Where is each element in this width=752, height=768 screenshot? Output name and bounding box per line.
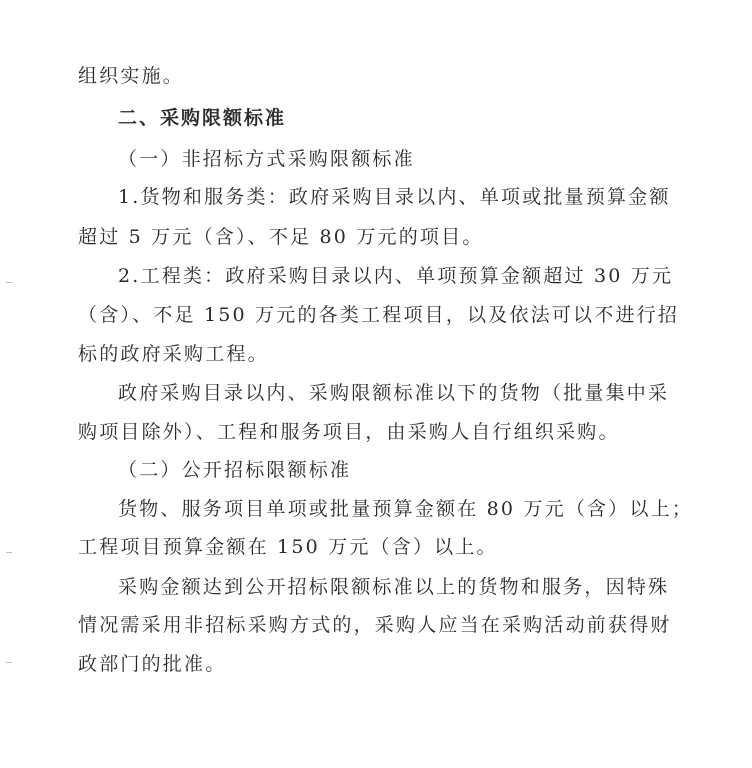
margin-mark: [6, 662, 12, 663]
section-heading-procurement-limits: 二、采购限额标准: [118, 107, 287, 129]
margin-mark: [6, 552, 12, 553]
paragraph-below-limit-line-2: 购项目除外）、工程和服务项目，由采购人自行组织采购。: [78, 421, 620, 443]
subsection-heading-open-tender-limits: （二）公开招标限额标准: [118, 459, 352, 481]
paragraph-special-case-line-1: 采购金额达到公开招标限额标准以上的货物和服务，因特殊: [118, 576, 670, 598]
paragraph-line-continuation: 组织实施。: [78, 65, 185, 87]
subsection-heading-non-tender-limits: （一）非招标方式采购限额标准: [118, 148, 415, 170]
paragraph-open-tender-line-1: 货物、服务项目单项或批量预算金额在 80 万元（含）以上；: [118, 498, 694, 520]
paragraph-goods-services-line-2: 超过 5 万元（含）、不足 80 万元的项目。: [78, 226, 484, 248]
margin-mark: [6, 282, 12, 283]
paragraph-below-limit-line-1: 政府采购目录以内、采购限额标准以下的货物（批量集中采: [118, 382, 670, 404]
paragraph-engineering-line-2: （含）、不足 150 万元的各类工程项目，以及依法可以不进行招: [78, 304, 680, 326]
paragraph-special-case-line-3: 政部门的批准。: [78, 653, 227, 675]
paragraph-special-case-line-2: 情况需采用非招标采购方式的，采购人应当在采购活动前获得财: [78, 614, 672, 636]
paragraph-goods-services-line-1: 1.货物和服务类：政府采购目录以内、单项或批量预算金额: [118, 186, 671, 208]
paragraph-engineering-line-3: 标的政府采购工程。: [78, 343, 269, 365]
paragraph-open-tender-line-2: 工程项目预算金额在 150 万元（含）以上。: [78, 536, 498, 558]
paragraph-engineering-line-1: 2.工程类：政府采购目录以内、单项预算金额超过 30 万元: [118, 265, 674, 287]
